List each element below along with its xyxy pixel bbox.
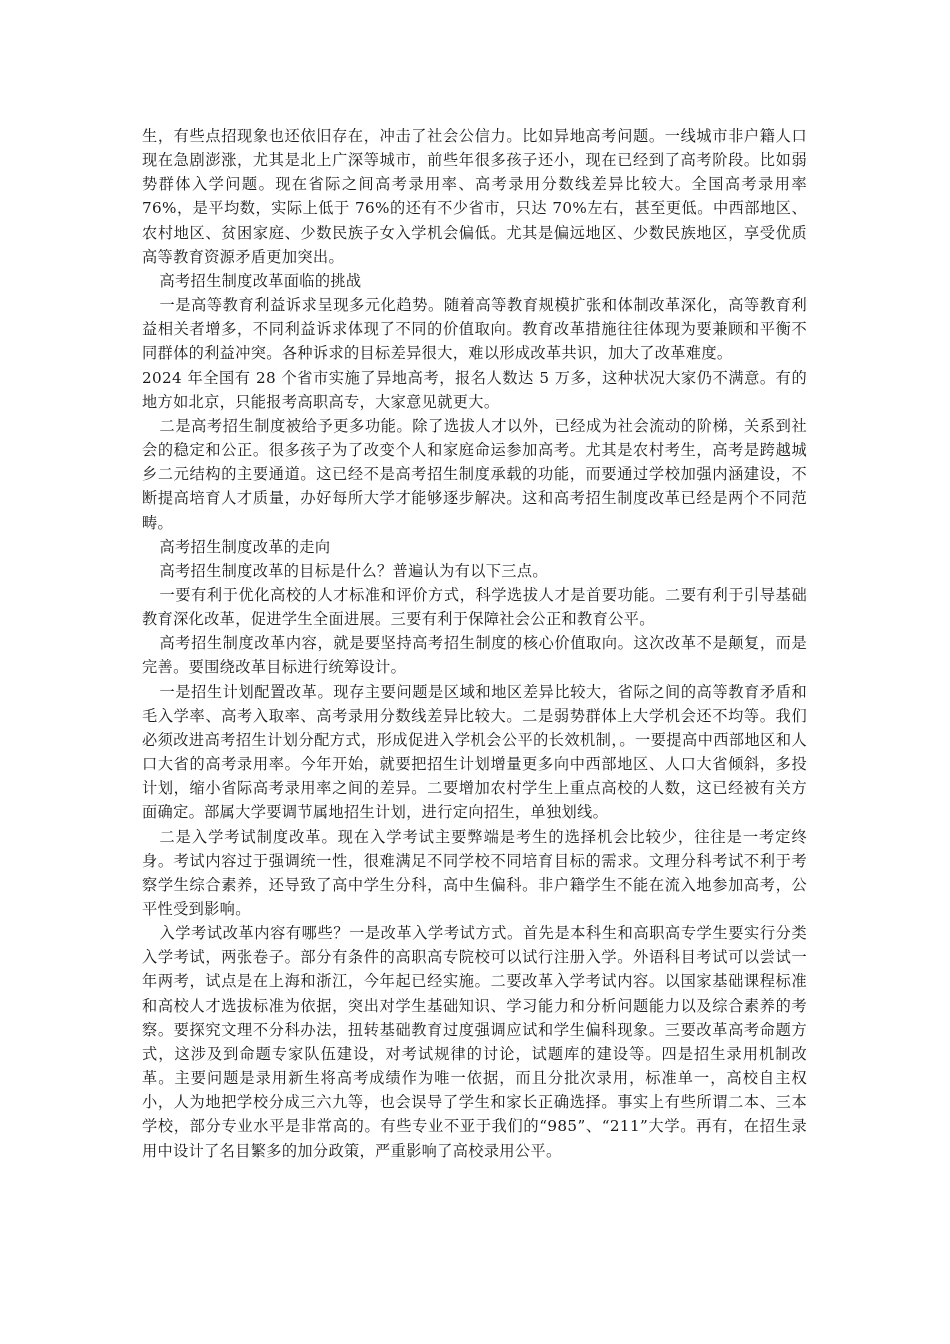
document-body [142,124,807,1163]
paragraph: 入学考试改革内容有哪些？一是改革入学考试方式。首先是本科生和高职高专学生要实行分类入学考试，两张卷子。部分有条件的高职高专院校可以试行注册入学。外语科目考试可以尝试一年两考，试点是在上海和浙江，今年起已经实施。二要改革入学考试内容。以国家基础课程标准和高校人才选拔标准为依据，突出对学生基础知识、学习能力和分析问题能力以及综合素养的考察。要探究文理不分科办法，扭转基础教育过度强调应试和学生偏科现象。三要改革高考命题方式，这涉及到命题专家队伍建设，对考试规律的讨论，试题库的建设等。四是招生录用机制改革。主要问题是录用新生将高考成绩作为唯一依据，而且分批次录用，标准单一，高校自主权小，人为地把学校分成三六九等，也会误导了学生和家长正确选择。事实上有些所谓二本、三本学校，部分专业水平是非常高的。有些专业不亚于我们的“985”、“211”大学。再有，在招生录用中设计了名目繁多的加分政策，严重影响了高校录用公平。 [142,924,807,1160]
paragraph: 二是入学考试制度改革。现在入学考试主要弊端是考生的选择机会比较少，往往是一考定终身。考试内容过于强调统一性，很难满足不同学校不同培育目标的需求。文理分科考试不利于考察学生综合素养，还导致了高中学生分科，高中生偏科。非户籍学生不能在流入地参加高考，公平性受到影响。 [142,827,807,918]
paragraph: 一要有利于优化高校的人才标准和评价方式，科学选拔人才是首要功能。二要有利于引导基础教育深化改革，促进学生全面进展。三要有利于保障社会公正和教育公平。 [142,585,807,629]
section-heading-direction: 高考招生制度改革的走向 [159,537,331,556]
paragraph: 高考招生制度改革内容，就是要坚持高考招生制度的核心价值取向。这次改革不是颠复，而是完善。要围绕改革目标进行统筹设计。 [142,634,807,677]
paragraph: 二是高考招生制度被给予更多功能。除了选拔人才以外，已经成为社会流动的阶梯，关系到社会的稳定和公正。很多孩子为了改变个人和家庭命运参加高考。尤其是农村考生，高考是跨越城乡二元结构的主要通道。这已经不是高考招生制度承载的功能，而要通过学校加强内涵建设，不断提高培育人才质量，办好每所大学才能够逐步解决。这和高考招生制度改革已经是两个不同范畴。 [142,416,807,532]
paragraph: 一是高等教育利益诉求呈现多元化趋势。随着高等教育规模扩张和体制改革深化，高等教育利益相关者增多，不同利益诉求体现了不同的价值取向。教育改革措施往往体现为要兼顾和平衡不同群体的利益冲突。各种诉求的目标差异很大，难以形成改革共识，加大了改革难度。 [142,296,807,363]
paragraph: 2024 年全国有 28 个省市实施了异地高考，报名人数达 5 万多，这种状况大家仍不满意。有的地方如北京，只能报考高职高专，大家意见就更大。 [142,368,807,411]
paragraph: 高考招生制度改革的目标是什么？普遍认为有以下三点。 [159,561,548,580]
paragraph: 一是招生计划配置改革。现存主要问题是区域和地区差异比较大，省际之间的高等教育矛盾和毛入学率、高考入取率、高考录用分数线差异比较大。二是弱势群体上大学机会还不均等。我们必须改进高考招生计划分配方式，形成促进入学机会公平的长效机制，。一要提高中西部地区和人口大省的高考录用率。今年开始，就要把招生计划增量更多向中西部地区、人口大省倾斜，多投计划，缩小省际高考录用率之间的差异。二要增加农村学生上重点高校的人数，这已经被有关方面确定。部属大学要调节属地招生计划，进行定向招生，单独划线。 [142,682,807,822]
section-heading-challenges: 高考招生制度改革面临的挑战 [159,271,362,290]
paragraph: 生，有些点招现象也还依旧存在，冲击了社会公信力。比如异地高考问题。一线城市非户籍人口现在急剧澎涨，尤其是北上广深等城市，前些年很多孩子还小，现在已经到了高考阶段。比如弱势群体入学问题。现在省际之间高考录用率、高考录用分数线差异比较大。全国高考录用率 76%，是平均数，实际上低于 76%的还有不少省市，只达 70%左右，甚至更低。中西部地区、农村地区、贫困家庭、少数民族子女入学机会偏低。尤其是偏远地区、少数民族地区，享受优质高等教育资源矛盾更加突出。 [142,127,807,266]
